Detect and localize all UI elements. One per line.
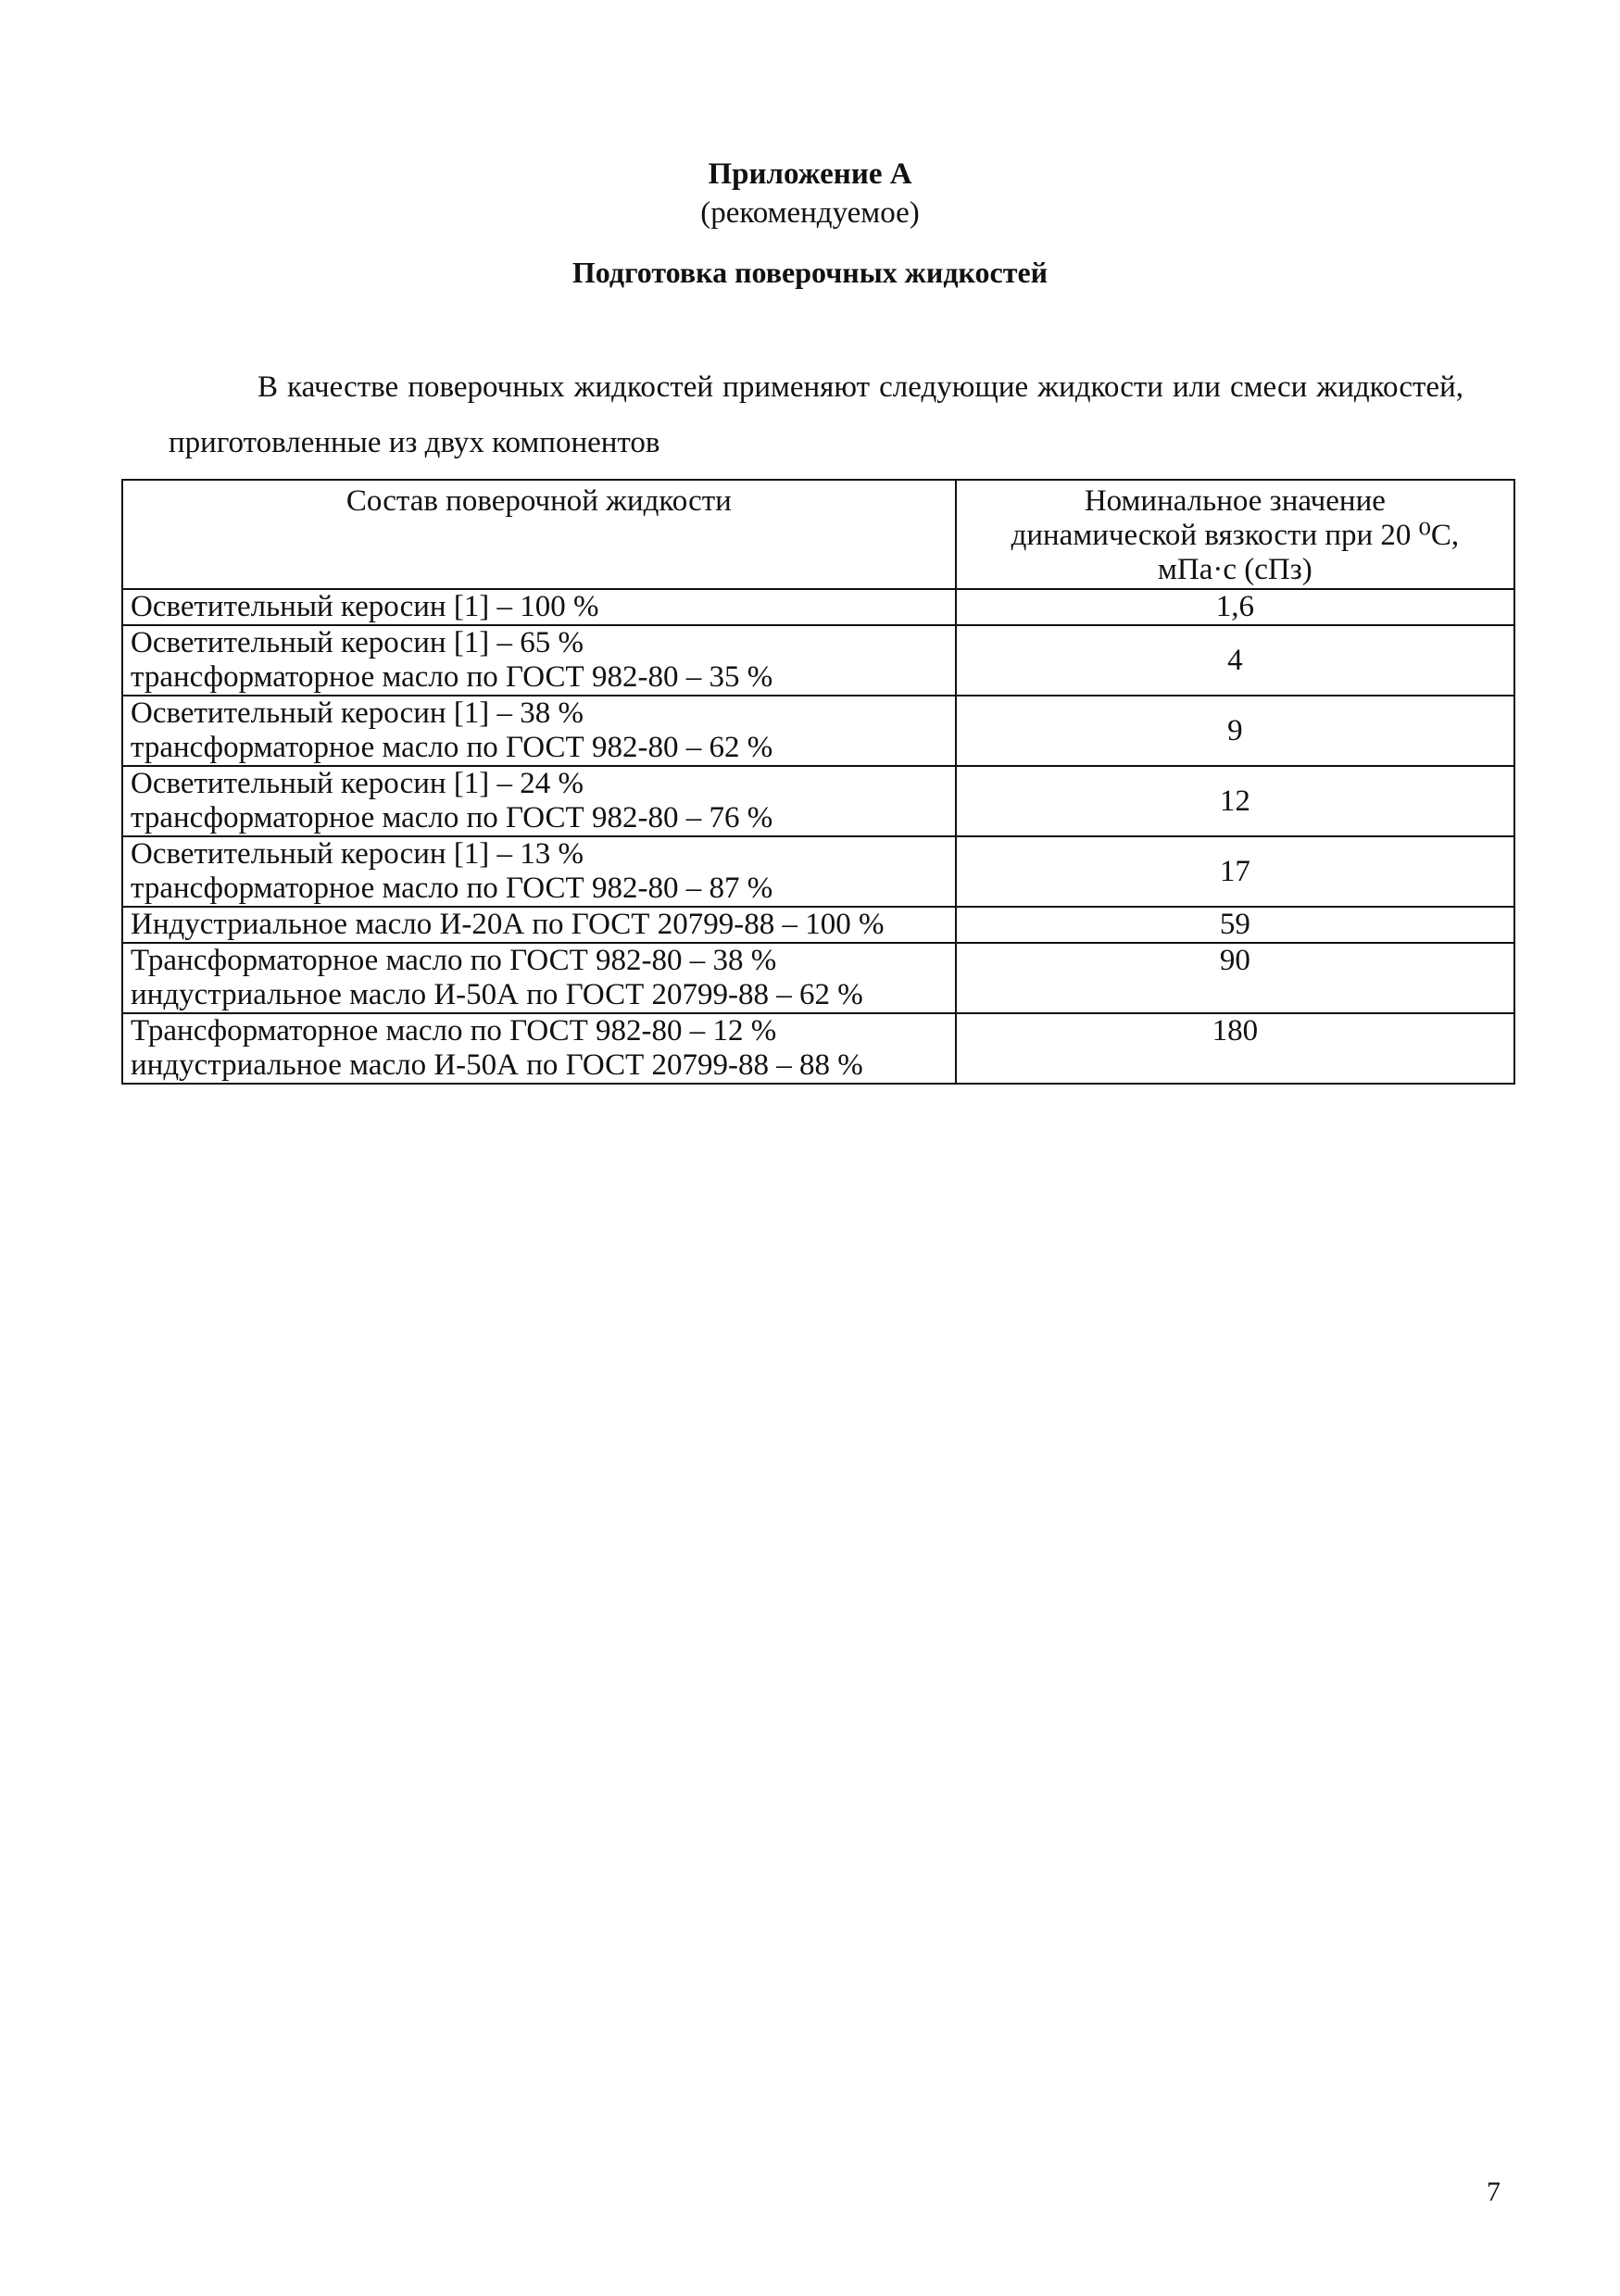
viscosity-cell: 4	[956, 625, 1514, 696]
table-row	[122, 943, 1514, 1013]
composition-cell	[122, 1013, 956, 1084]
composition-line2: трансформаторное масло по ГОСТ 982-80 – 62 %	[131, 731, 773, 764]
table-row	[122, 766, 1514, 836]
appendix-title: Приложение А	[708, 157, 912, 191]
composition-cell	[122, 943, 956, 1013]
header-viscosity-line2: динамической вязкости при 20 ⁰С,	[1011, 519, 1460, 552]
composition-line2: трансформаторное масло по ГОСТ 982-80 – 35 %	[131, 660, 773, 694]
table-row	[122, 836, 1514, 907]
header-viscosity-line3: мПа·с (сПз)	[1158, 553, 1312, 586]
page-number: 7	[1487, 2177, 1501, 2207]
table-row	[122, 907, 1514, 943]
viscosity-cell: 17	[956, 836, 1514, 907]
section-title: Подготовка поверочных жидкостей	[571, 256, 1049, 289]
viscosity-cell: 9	[956, 696, 1514, 766]
table-row	[122, 1013, 1514, 1084]
composition-line2: трансформаторное масло по ГОСТ 982-80 – 87 %	[131, 872, 773, 905]
composition-line1: Трансформаторное масло по ГОСТ 982-80 – 38 %	[131, 944, 777, 977]
composition-line2: трансформаторное масло по ГОСТ 982-80 – 76 %	[131, 801, 773, 834]
composition-line1: Индустриальное масло И-20А по ГОСТ 20799-88 – 100 %	[131, 908, 885, 941]
viscosity-cell: 1,6	[956, 589, 1514, 625]
calibration-fluids-table	[121, 479, 1515, 1085]
header-viscosity-line1: Номинальное значение	[1084, 484, 1386, 518]
composition-cell	[122, 766, 956, 836]
composition-line2: индустриальное масло И-50А по ГОСТ 20799-88 – 88 %	[131, 1048, 863, 1082]
intro-paragraph: В качестве поверочных жидкостей применяют следующие жидкости или смеси жидкостей, приготовленные из двух компонентов	[169, 370, 1463, 459]
header-composition: Состав поверочной жидкости	[122, 480, 956, 589]
composition-line1: Осветительный керосин [1] – 65 %	[131, 626, 584, 659]
composition-line1: Осветительный керосин [1] – 38 %	[131, 696, 584, 730]
header-viscosity	[956, 480, 1514, 589]
composition-line1: Осветительный керосин [1] – 24 %	[131, 767, 584, 800]
composition-line1: Осветительный керосин [1] – 13 %	[131, 837, 584, 871]
composition-line1: Трансформаторное масло по ГОСТ 982-80 – 12 %	[131, 1014, 777, 1048]
viscosity-cell: 12	[956, 766, 1514, 836]
table-row	[122, 625, 1514, 696]
viscosity-cell: 90	[956, 943, 1514, 1013]
composition-cell	[122, 836, 956, 907]
composition-line1: Осветительный керосин [1] – 100 %	[131, 590, 599, 623]
viscosity-cell: 180	[956, 1013, 1514, 1084]
table-row	[122, 589, 1514, 625]
table-header-row	[122, 480, 1514, 589]
viscosity-cell: 59	[956, 907, 1514, 943]
composition-line2: индустриальное масло И-50А по ГОСТ 20799-88 – 62 %	[131, 978, 863, 1011]
composition-cell	[122, 696, 956, 766]
table-row	[122, 696, 1514, 766]
composition-cell	[122, 907, 956, 943]
composition-cell	[122, 625, 956, 696]
composition-cell	[122, 589, 956, 625]
appendix-subtitle: (рекомендуемое)	[700, 196, 920, 230]
